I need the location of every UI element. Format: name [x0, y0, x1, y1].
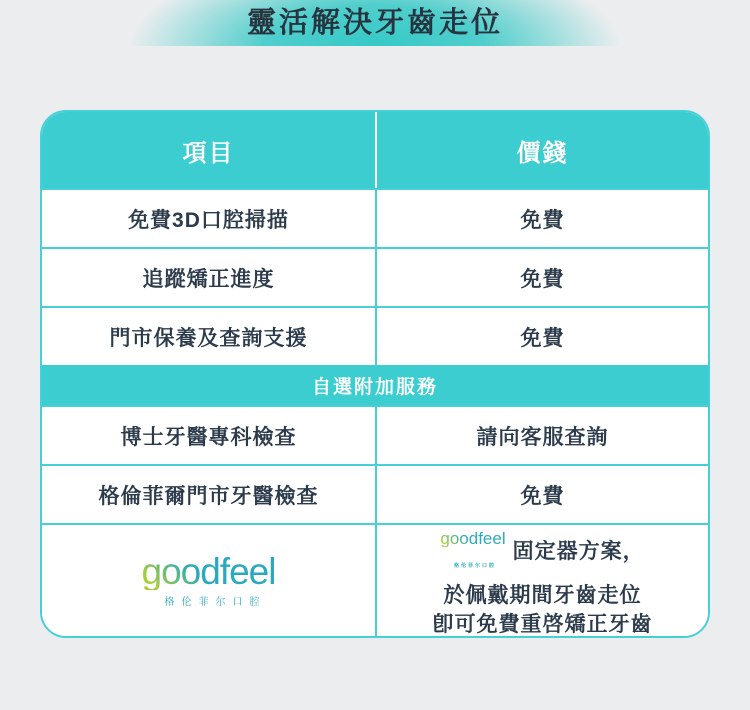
table-row	[42, 306, 708, 365]
footer-note	[433, 523, 653, 639]
title-banner	[0, 0, 750, 46]
table-row	[42, 464, 708, 523]
goodfeel-wordmark: goodfeel	[141, 551, 276, 592]
column-header-price: 價錢	[375, 112, 708, 188]
brand-logo-cell	[42, 525, 375, 636]
pricing-table	[40, 110, 710, 638]
price-cell: 免費	[375, 249, 708, 306]
page-title: 靈活解決牙齒走位	[246, 7, 503, 39]
footer-note-line-1-text: 固定器方案，	[512, 540, 645, 563]
item-cell: 格倫菲爾門市牙醫檢查	[98, 484, 319, 508]
item-cell: 免費3D口腔掃描	[128, 208, 289, 232]
price-cell: 免費	[375, 308, 708, 365]
column-header-item: 項目	[182, 139, 235, 167]
goodfeel-mini-logo	[440, 523, 505, 581]
price-cell: 免費	[375, 466, 708, 523]
table-row	[42, 188, 708, 247]
item-cell: 門市保養及查詢支援	[109, 326, 308, 350]
table-row	[42, 247, 708, 306]
goodfeel-mini-subtext: 格伦菲尔口腔	[453, 562, 496, 569]
footer-note-line-2: 於佩戴期間牙齒走位	[443, 583, 642, 607]
price-cell: 請向客服查詢	[375, 407, 708, 464]
footer-note-cell	[375, 525, 708, 636]
table-row	[42, 405, 708, 464]
goodfeel-logo	[142, 553, 276, 608]
goodfeel-mini-wordmark: goodfeel	[440, 528, 506, 548]
table-footer-row	[42, 523, 708, 636]
section-header: 自選附加服務	[42, 365, 708, 405]
table-header-row	[42, 112, 708, 188]
footer-note-line-1	[433, 523, 653, 581]
goodfeel-chinese-subtext: 格伦菲尔口腔	[164, 597, 267, 608]
price-cell: 免費	[375, 190, 708, 247]
item-cell: 追蹤矯正進度	[142, 267, 275, 291]
item-cell: 博士牙醫專科檢查	[120, 425, 297, 449]
footer-note-line-3: 卽可免費重啓矯正牙齒	[432, 612, 653, 636]
